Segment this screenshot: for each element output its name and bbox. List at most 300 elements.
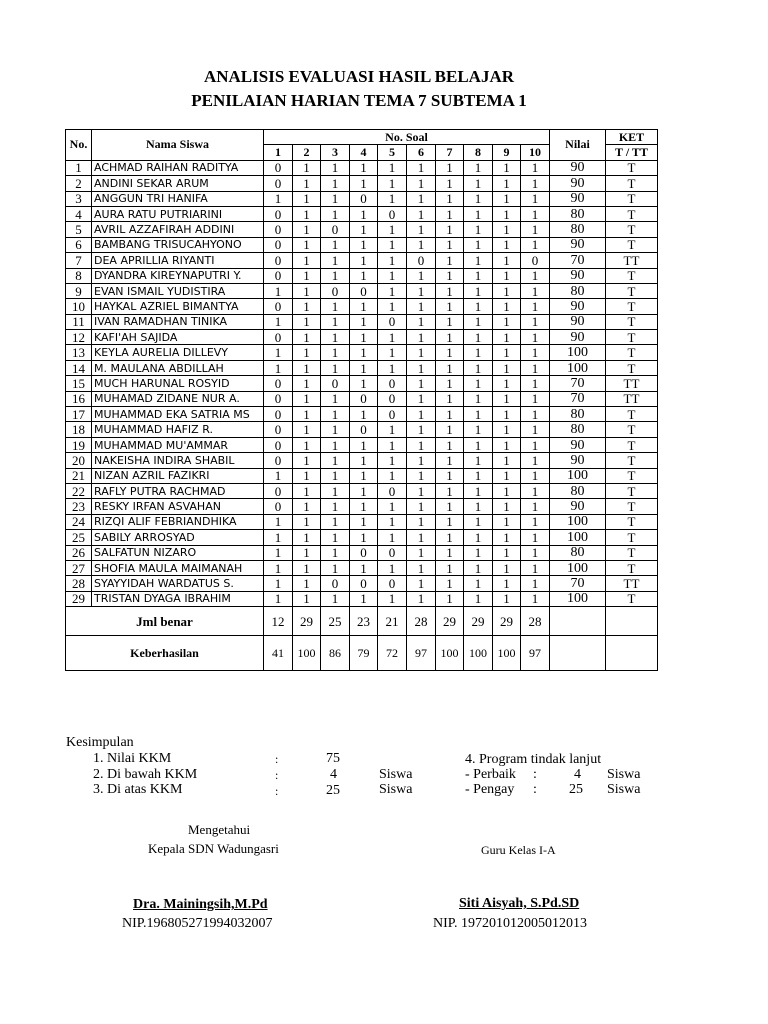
score-cell: 1 [407, 499, 436, 514]
score-cell: 1 [293, 206, 321, 221]
row-number: 23 [66, 499, 92, 514]
score-cell: 1 [521, 560, 550, 575]
nilai-cell: 90 [550, 314, 606, 329]
nilai-cell: 100 [550, 360, 606, 375]
header-soal: No. Soal [264, 130, 550, 145]
score-cell: 1 [521, 345, 550, 360]
student-name: SYAYYIDAH WARDATUS S. [92, 576, 264, 591]
row-number: 16 [66, 391, 92, 406]
score-cell: 1 [436, 283, 464, 298]
table-row [66, 391, 658, 406]
signature-right-name: Siti Aisyah, S.Pd.SD [459, 896, 580, 911]
ket-cell: T [606, 314, 658, 329]
nilai-cell: 100 [550, 591, 606, 606]
table-row [66, 360, 658, 375]
row-number: 21 [66, 468, 92, 483]
score-cell: 1 [407, 345, 436, 360]
keberhasilan-cell: 79 [350, 636, 378, 671]
score-cell: 1 [293, 191, 321, 206]
score-cell: 1 [464, 391, 493, 406]
score-cell: 1 [464, 191, 493, 206]
nilai-cell: 80 [550, 283, 606, 298]
score-cell: 1 [493, 468, 521, 483]
score-cell: 1 [350, 591, 378, 606]
score-cell: 1 [464, 206, 493, 221]
score-cell: 0 [264, 237, 293, 252]
score-cell: 1 [378, 299, 407, 314]
student-name: ANDINI SEKAR ARUM [92, 176, 264, 191]
pengayaan-value: 25 [569, 782, 583, 797]
empty-cell [606, 607, 658, 636]
perbaikan-unit: Siswa [607, 767, 641, 782]
keberhasilan-cell: 100 [293, 636, 321, 671]
score-cell: 1 [321, 560, 350, 575]
table-row [66, 345, 658, 360]
score-cell: 0 [321, 222, 350, 237]
score-cell: 0 [264, 437, 293, 452]
score-cell: 1 [521, 314, 550, 329]
score-cell: 1 [464, 514, 493, 529]
score-cell: 1 [293, 391, 321, 406]
nilai-cell: 100 [550, 468, 606, 483]
score-cell: 1 [436, 483, 464, 498]
nilai-cell: 80 [550, 545, 606, 560]
signature-left-name: Dra. Mainingsih,M.Pd [133, 897, 268, 912]
score-cell: 0 [378, 576, 407, 591]
score-table [65, 129, 658, 671]
ket-cell: TT [606, 391, 658, 406]
score-cell: 1 [378, 530, 407, 545]
score-cell: 1 [293, 545, 321, 560]
score-cell: 1 [264, 191, 293, 206]
ket-cell: T [606, 268, 658, 283]
score-cell: 1 [493, 453, 521, 468]
score-cell: 1 [293, 268, 321, 283]
score-cell: 0 [264, 422, 293, 437]
score-cell: 1 [464, 483, 493, 498]
pengayaan-label: - Pengay [465, 782, 515, 797]
ket-cell: T [606, 591, 658, 606]
score-cell: 1 [321, 176, 350, 191]
student-name: DYANDRA KIREYNAPUTRI Y. [92, 268, 264, 283]
score-cell: 1 [521, 283, 550, 298]
table-row [66, 268, 658, 283]
score-cell: 1 [521, 376, 550, 391]
score-cell: 1 [321, 545, 350, 560]
score-cell: 1 [321, 253, 350, 268]
score-cell: 1 [436, 160, 464, 175]
nilai-cell: 80 [550, 422, 606, 437]
jml-benar-cell: 29 [493, 607, 521, 636]
score-cell: 1 [521, 483, 550, 498]
score-cell: 1 [493, 422, 521, 437]
score-cell: 1 [464, 253, 493, 268]
score-cell: 1 [378, 453, 407, 468]
score-cell: 1 [407, 437, 436, 452]
header-soal-number: 5 [378, 145, 407, 160]
score-cell: 1 [521, 206, 550, 221]
row-number: 18 [66, 422, 92, 437]
score-cell: 0 [264, 330, 293, 345]
score-cell: 0 [350, 576, 378, 591]
score-cell: 1 [493, 160, 521, 175]
score-cell: 1 [293, 437, 321, 452]
nilai-cell: 90 [550, 453, 606, 468]
ket-cell: TT [606, 376, 658, 391]
score-cell: 1 [378, 345, 407, 360]
score-cell: 1 [464, 299, 493, 314]
score-cell: 1 [436, 314, 464, 329]
header-soal-number: 7 [436, 145, 464, 160]
score-cell: 1 [407, 560, 436, 575]
score-cell: 1 [436, 176, 464, 191]
score-cell: 0 [350, 391, 378, 406]
ket-cell: TT [606, 253, 658, 268]
nilai-cell: 80 [550, 407, 606, 422]
ket-cell: T [606, 237, 658, 252]
jml-benar-row [66, 607, 658, 636]
header-soal-number: 2 [293, 145, 321, 160]
score-cell: 1 [293, 483, 321, 498]
score-cell: 1 [521, 530, 550, 545]
jml-benar-cell: 23 [350, 607, 378, 636]
student-name: KAFI'AH SAJIDA [92, 330, 264, 345]
nilai-cell: 90 [550, 237, 606, 252]
score-cell: 1 [493, 253, 521, 268]
score-cell: 1 [350, 268, 378, 283]
score-cell: 1 [436, 576, 464, 591]
score-cell: 1 [521, 407, 550, 422]
score-cell: 1 [464, 330, 493, 345]
perbaikan-colon: : [533, 767, 537, 782]
score-cell: 1 [464, 360, 493, 375]
score-cell: 1 [407, 330, 436, 345]
header-soal-number: 1 [264, 145, 293, 160]
row-number: 29 [66, 591, 92, 606]
score-cell: 1 [378, 176, 407, 191]
score-cell: 1 [493, 407, 521, 422]
score-cell: 1 [407, 545, 436, 560]
score-cell: 1 [493, 206, 521, 221]
table-row [66, 530, 658, 545]
score-cell: 1 [464, 345, 493, 360]
student-name: ANGGUN TRI HANIFA [92, 191, 264, 206]
program-heading: 4. Program tindak lanjut [465, 752, 602, 767]
score-cell: 1 [264, 530, 293, 545]
score-cell: 1 [378, 222, 407, 237]
score-cell: 1 [436, 191, 464, 206]
score-cell: 1 [436, 253, 464, 268]
score-cell: 1 [321, 268, 350, 283]
jml-benar-label: Jml benar [66, 607, 264, 636]
score-cell: 1 [321, 345, 350, 360]
student-name: MUHAMMAD EKA SATRIA MS [92, 407, 264, 422]
nilai-cell: 80 [550, 222, 606, 237]
score-cell: 1 [464, 176, 493, 191]
score-cell: 1 [293, 514, 321, 529]
score-cell: 1 [350, 483, 378, 498]
score-cell: 1 [521, 514, 550, 529]
student-name: KEYLA AURELIA DILLEVY [92, 345, 264, 360]
score-cell: 1 [493, 299, 521, 314]
student-name: MUHAMMAD HAFIZ R. [92, 422, 264, 437]
score-cell: 1 [264, 545, 293, 560]
score-cell: 1 [321, 407, 350, 422]
jml-benar-cell: 28 [521, 607, 550, 636]
keberhasilan-cell: 97 [521, 636, 550, 671]
score-cell: 1 [321, 191, 350, 206]
student-name: RESKY IRFAN ASVAHAN [92, 499, 264, 514]
score-cell: 1 [350, 530, 378, 545]
score-cell: 1 [264, 560, 293, 575]
row-number: 25 [66, 530, 92, 545]
ket-cell: T [606, 191, 658, 206]
empty-cell [606, 636, 658, 671]
above-kkm-label: 3. Di atas KKM [93, 782, 183, 797]
score-cell: 1 [493, 576, 521, 591]
score-cell: 0 [378, 314, 407, 329]
score-cell: 1 [293, 299, 321, 314]
ket-cell: T [606, 222, 658, 237]
score-cell: 1 [493, 268, 521, 283]
table-row [66, 407, 658, 422]
score-cell: 1 [521, 468, 550, 483]
score-cell: 0 [264, 268, 293, 283]
nilai-cell: 90 [550, 499, 606, 514]
score-cell: 0 [378, 407, 407, 422]
header-ket: KET [606, 130, 658, 145]
score-cell: 1 [521, 591, 550, 606]
score-cell: 1 [350, 160, 378, 175]
score-cell: 1 [321, 314, 350, 329]
score-cell: 1 [407, 530, 436, 545]
score-cell: 1 [464, 437, 493, 452]
header-nilai: Nilai [550, 130, 606, 161]
score-cell: 1 [521, 237, 550, 252]
score-cell: 0 [264, 222, 293, 237]
score-cell: 1 [350, 560, 378, 575]
score-cell: 1 [407, 576, 436, 591]
score-cell: 1 [350, 176, 378, 191]
above-kkm-unit: Siswa [379, 782, 413, 797]
score-cell: 1 [293, 283, 321, 298]
score-cell: 1 [293, 530, 321, 545]
empty-cell [550, 607, 606, 636]
student-name: EVAN ISMAIL YUDISTIRA [92, 283, 264, 298]
score-cell: 0 [264, 299, 293, 314]
score-cell: 1 [436, 360, 464, 375]
table-row [66, 160, 658, 175]
score-cell: 1 [350, 237, 378, 252]
student-name: HAYKAL AZRIEL BIMANTYA [92, 299, 264, 314]
score-cell: 0 [350, 422, 378, 437]
table-row [66, 437, 658, 452]
table-row [66, 591, 658, 606]
score-cell: 1 [407, 514, 436, 529]
keberhasilan-row [66, 636, 658, 671]
header-name: Nama Siswa [92, 130, 264, 161]
score-cell: 1 [350, 407, 378, 422]
score-cell: 1 [436, 391, 464, 406]
nilai-cell: 70 [550, 376, 606, 391]
score-cell: 1 [436, 545, 464, 560]
ket-cell: T [606, 407, 658, 422]
score-cell: 0 [264, 206, 293, 221]
nilai-cell: 70 [550, 253, 606, 268]
score-cell: 0 [350, 283, 378, 298]
score-cell: 1 [464, 545, 493, 560]
score-cell: 1 [521, 437, 550, 452]
row-number: 1 [66, 160, 92, 175]
header-soal-number: 6 [407, 145, 436, 160]
ket-cell: T [606, 437, 658, 452]
jml-benar-cell: 29 [436, 607, 464, 636]
score-cell: 0 [264, 160, 293, 175]
score-cell: 1 [378, 360, 407, 375]
score-cell: 1 [407, 591, 436, 606]
score-cell: 1 [464, 422, 493, 437]
score-cell: 1 [521, 160, 550, 175]
score-cell: 1 [436, 437, 464, 452]
score-cell: 1 [436, 407, 464, 422]
score-cell: 1 [378, 237, 407, 252]
table-row [66, 253, 658, 268]
score-cell: 1 [378, 591, 407, 606]
table-row [66, 206, 658, 221]
score-cell: 1 [521, 176, 550, 191]
score-cell: 1 [264, 345, 293, 360]
student-name: DEA APRILLIA RIYANTI [92, 253, 264, 268]
score-cell: 0 [264, 176, 293, 191]
score-cell: 1 [264, 591, 293, 606]
nilai-cell: 100 [550, 514, 606, 529]
score-cell: 1 [407, 483, 436, 498]
jml-benar-cell: 29 [293, 607, 321, 636]
score-cell: 1 [350, 222, 378, 237]
score-cell: 1 [464, 530, 493, 545]
score-cell: 1 [436, 499, 464, 514]
row-number: 15 [66, 376, 92, 391]
keberhasilan-cell: 41 [264, 636, 293, 671]
score-cell: 1 [407, 222, 436, 237]
score-cell: 1 [493, 376, 521, 391]
student-name: SALFATUN NIZARO [92, 545, 264, 560]
score-cell: 1 [293, 407, 321, 422]
nilai-cell: 90 [550, 330, 606, 345]
score-cell: 1 [264, 576, 293, 591]
score-cell: 1 [321, 422, 350, 437]
ket-cell: T [606, 499, 658, 514]
nilai-cell: 70 [550, 576, 606, 591]
score-cell: 1 [493, 222, 521, 237]
ket-cell: T [606, 530, 658, 545]
score-cell: 0 [378, 545, 407, 560]
table-row [66, 483, 658, 498]
score-cell: 1 [521, 222, 550, 237]
score-cell: 1 [321, 514, 350, 529]
score-cell: 1 [521, 330, 550, 345]
score-cell: 0 [264, 499, 293, 514]
score-cell: 0 [264, 453, 293, 468]
score-cell: 1 [350, 376, 378, 391]
score-cell: 1 [321, 206, 350, 221]
score-cell: 1 [293, 453, 321, 468]
score-cell: 1 [493, 191, 521, 206]
score-cell: 1 [378, 268, 407, 283]
row-number: 2 [66, 176, 92, 191]
nilai-cell: 90 [550, 437, 606, 452]
score-cell: 1 [407, 176, 436, 191]
score-cell: 1 [493, 237, 521, 252]
table-row [66, 576, 658, 591]
score-cell: 0 [321, 376, 350, 391]
ket-cell: T [606, 483, 658, 498]
score-cell: 1 [436, 453, 464, 468]
table-row [66, 453, 658, 468]
above-kkm-colon: : [275, 784, 279, 798]
nilai-cell: 90 [550, 176, 606, 191]
table-row [66, 376, 658, 391]
kkm-label: 1. Nilai KKM [93, 751, 172, 766]
pengayaan-colon: : [533, 782, 537, 797]
student-name: M. MAULANA ABDILLAH [92, 360, 264, 375]
score-cell: 1 [321, 391, 350, 406]
score-cell: 1 [350, 437, 378, 452]
row-number: 26 [66, 545, 92, 560]
nilai-cell: 80 [550, 206, 606, 221]
score-cell: 1 [493, 560, 521, 575]
score-cell: 1 [321, 499, 350, 514]
row-number: 7 [66, 253, 92, 268]
score-cell: 1 [521, 499, 550, 514]
score-cell: 1 [493, 360, 521, 375]
signature-mengetahui: Mengetahui [188, 822, 251, 837]
row-number: 3 [66, 191, 92, 206]
ket-cell: T [606, 299, 658, 314]
score-cell: 1 [293, 314, 321, 329]
score-cell: 1 [264, 468, 293, 483]
ket-cell: T [606, 176, 658, 191]
score-cell: 1 [464, 283, 493, 298]
score-cell: 1 [464, 314, 493, 329]
score-cell: 0 [350, 545, 378, 560]
score-cell: 1 [521, 191, 550, 206]
score-cell: 1 [378, 437, 407, 452]
score-cell: 1 [521, 299, 550, 314]
score-cell: 0 [378, 206, 407, 221]
score-cell: 1 [350, 360, 378, 375]
kkm-colon: : [275, 752, 279, 766]
ket-cell: T [606, 514, 658, 529]
pengayaan-unit: Siswa [607, 782, 641, 797]
score-cell: 1 [378, 499, 407, 514]
score-cell: 1 [321, 360, 350, 375]
row-number: 8 [66, 268, 92, 283]
score-cell: 1 [293, 376, 321, 391]
score-cell: 1 [350, 468, 378, 483]
jml-benar-cell: 12 [264, 607, 293, 636]
keberhasilan-label: Keberhasilan [66, 636, 264, 671]
ket-cell: T [606, 545, 658, 560]
score-cell: 1 [493, 345, 521, 360]
row-number: 14 [66, 360, 92, 375]
score-cell: 1 [493, 283, 521, 298]
score-cell: 1 [350, 453, 378, 468]
score-cell: 1 [464, 499, 493, 514]
score-cell: 1 [407, 237, 436, 252]
header-soal-number: 4 [350, 145, 378, 160]
score-cell: 1 [293, 222, 321, 237]
